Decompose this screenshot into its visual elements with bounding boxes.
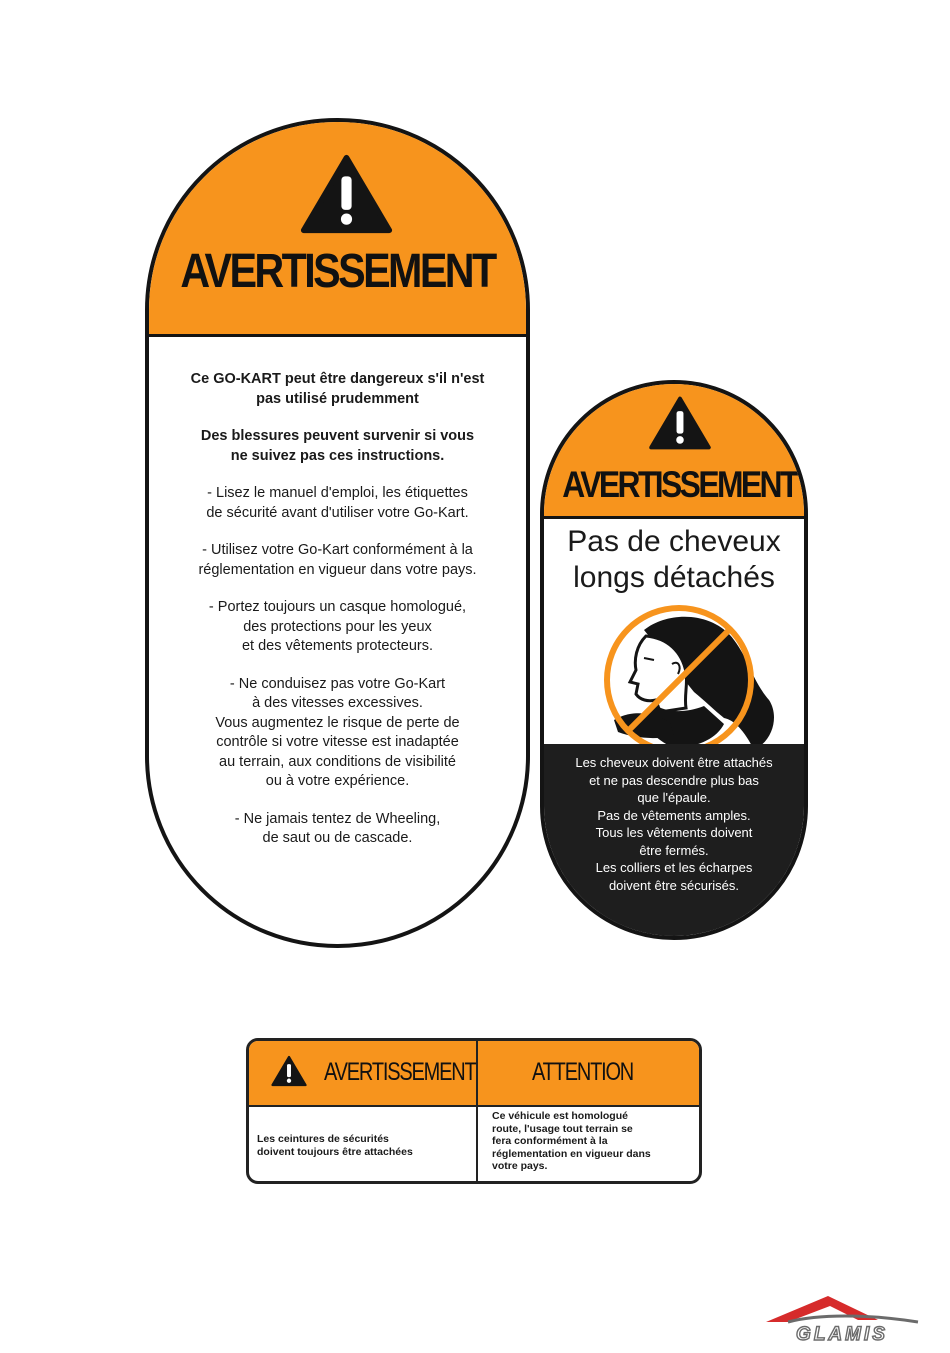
attention-column-text [492,1110,682,1173]
warning-triangle-icon [648,396,712,450]
text-line: fera conformément à la [492,1135,608,1147]
attention-column-header [478,1041,699,1107]
warning-subtitle [544,524,804,596]
text-line: longs détachés [573,561,775,594]
text-line: votre pays. [492,1160,548,1172]
text-line: au terrain, aux conditions de visibilité [219,753,456,770]
text-line: à des vitesses excessives. [252,695,423,711]
text-line: doivent être sécurisés. [608,877,740,893]
warning-paragraph [167,370,508,409]
warning-paragraph [167,541,508,580]
attention-column-title: ATTENTION [532,1058,634,1086]
text-line: des protections pour les yeux [243,618,432,635]
text-line: réglementation en vigueur dans [492,1147,651,1160]
warning-title: AVERTISSEMENT [180,245,495,298]
warning-paragraph [167,427,508,466]
logo-text: GLAMIS [796,1324,888,1344]
attention-column [478,1041,699,1181]
text-line: Ce GO-KART peut être dangereux s'il n'est [190,371,485,387]
warning-column-text [257,1133,413,1158]
text-line: - Ne conduisez pas votre Go-Kart [229,675,446,692]
text-line: et ne pas descendre plus bas [589,772,759,788]
text-line: pas utilisé prudemment [256,390,419,407]
text-line: - Ne jamais tentez de Wheeling, [234,810,441,827]
warning-label-hair [540,380,808,940]
text-line: Pas de vêtements amples. [597,807,751,823]
text-line: - Portez toujours un casque homologué, [208,599,467,615]
glamis-logo-icon [758,1292,926,1344]
text-line: doivent toujours être attachées [257,1145,413,1158]
text-line: - Lisez le manuel d'emploi, les étiquettes [207,485,468,501]
warning-footer [544,744,804,936]
text-line: ne suivez pas ces instructions. [230,447,445,464]
warning-column-header [249,1041,476,1107]
warning-paragraph [167,675,508,792]
text-line: contrôle si votre vitesse est inadaptée [216,734,459,750]
text-line: de sécurité avant d'utiliser votre Go-Kart. [206,504,469,521]
text-line: Vous augmentez le risque de perte de [215,714,460,731]
text-line: de saut ou de cascade. [262,830,413,846]
text-line: Les ceintures de sécurités [257,1133,389,1145]
warning-body [149,370,526,867]
warning-triangle-icon [299,154,394,234]
warning-label-header [544,384,804,519]
text-line: Tous les vêtements doivent [595,825,753,840]
text-line: Pas de cheveux [567,525,781,558]
text-line: réglementation en vigueur dans votre pays. [198,561,477,578]
warning-column-title: AVERTISSEMENT [324,1058,476,1086]
text-line: route, l'usage tout terrain se [492,1122,633,1135]
warning-label-header [149,122,526,337]
warning-paragraph [167,810,508,849]
text-line: - Utilisez votre Go-Kart conformément à la [202,542,473,558]
text-line: Ce véhicule est homologué [492,1110,628,1122]
no-loose-hair-pictogram-icon [574,600,784,760]
text-line: Les cheveux doivent être attachés [575,755,773,770]
text-line: que l'épaule. [637,790,711,805]
text-line: Les colliers et les écharpes [595,860,753,875]
warning-label-belt [246,1038,702,1184]
text-line: Des blessures peuvent survenir si vous [200,428,475,444]
text-line: ou à votre expérience. [265,773,410,789]
text-line: et des vêtements protecteurs. [241,638,433,654]
warning-title: AVERTISSEMENT [562,464,797,505]
warning-paragraph [167,598,508,657]
text-line: être fermés. [639,842,709,858]
warning-triangle-icon [271,1055,307,1087]
warning-label-go-kart [145,118,530,948]
warning-paragraph [167,484,508,523]
warning-column [249,1041,478,1181]
